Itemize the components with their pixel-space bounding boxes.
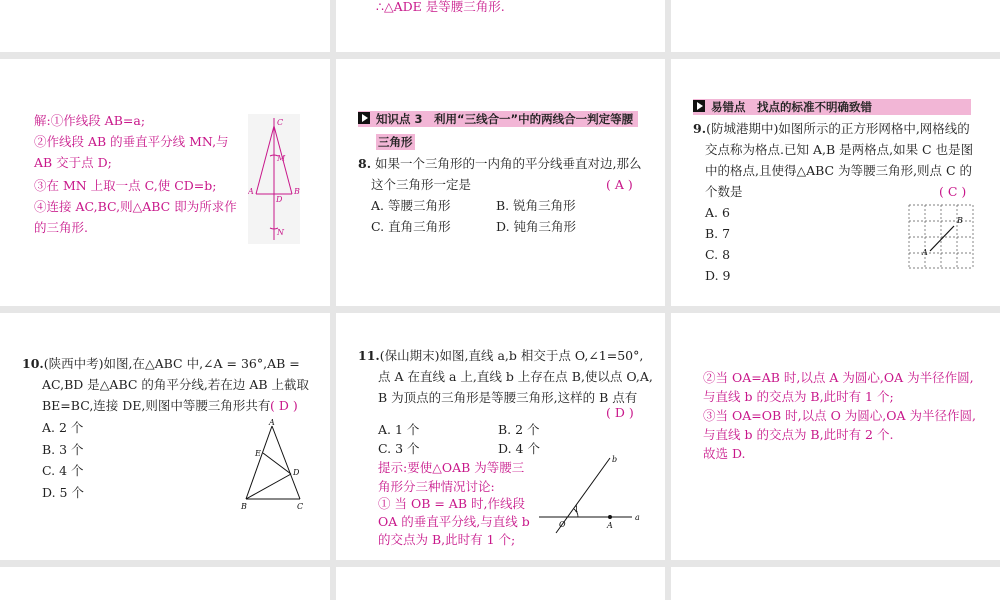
q11-option-c: C. 3 个 bbox=[378, 441, 420, 456]
card-question-9 bbox=[671, 59, 1000, 306]
label-a: A bbox=[248, 187, 254, 196]
label-o: O bbox=[559, 520, 566, 529]
q11-option-b: B. 2 个 bbox=[498, 422, 540, 437]
q10-number: 10. bbox=[22, 356, 44, 371]
square-grid-figure bbox=[908, 204, 976, 270]
label-a: A bbox=[269, 418, 275, 427]
triangle-abc-figure bbox=[238, 416, 308, 511]
q11-text-3: B 为顶点的三角形是等腰三角形,这样的 B 点有 bbox=[378, 390, 638, 405]
q8-option-b: B. 锐角三角形 bbox=[496, 198, 576, 213]
play-triangle-icon bbox=[358, 112, 370, 124]
label-a: A bbox=[607, 521, 613, 530]
solution-cont-line-1: ②当 OA=AB 时,以点 A 为圆心,OA 为半径作圆, bbox=[703, 370, 974, 385]
q11-answer: ( D ) bbox=[606, 405, 634, 420]
q8-option-c: C. 直角三角形 bbox=[371, 219, 451, 234]
label-m: M bbox=[277, 154, 286, 163]
q9-text-4: 个数是 bbox=[705, 184, 743, 199]
q9-answer: ( C ) bbox=[939, 184, 967, 199]
q9-text-3: 中的格点,且使得△ABC 为等腰三角形,则点 C 的 bbox=[705, 163, 973, 178]
q8-answer: ( A ) bbox=[606, 177, 633, 192]
q11-line-1 bbox=[358, 345, 643, 366]
solution-line-3: AB 交于点 D; bbox=[34, 155, 112, 170]
solution-line-6: 的三角形. bbox=[34, 220, 88, 235]
card-bottom-middle bbox=[336, 567, 665, 600]
card-bottom-left bbox=[0, 567, 330, 600]
q10-line-1 bbox=[22, 353, 300, 374]
q10-option-a: A. 2 个 bbox=[42, 420, 84, 435]
solution-line-2: ②作线段 AB 的垂直平分线 MN,与 bbox=[34, 134, 229, 149]
card-top-right bbox=[671, 0, 1000, 52]
label-b: b bbox=[612, 455, 618, 464]
card-top-middle bbox=[336, 0, 665, 52]
q11-option-a: A. 1 个 bbox=[378, 422, 420, 437]
label-c: C bbox=[297, 502, 304, 511]
solution-line-1: 解:①作线段 AB=a; bbox=[34, 113, 146, 128]
play-triangle-icon bbox=[693, 100, 705, 112]
q8-line-1 bbox=[358, 153, 642, 174]
q10-text-3: BE=BC,连接 DE,则图中等腰三角形共有 bbox=[42, 398, 271, 413]
solution-cont-line-3: ③当 OA=OB 时,以点 O 为圆心,OA 为半径作圆, bbox=[703, 408, 976, 423]
q10-answer: ( D ) bbox=[270, 398, 298, 413]
card-bottom-right bbox=[671, 567, 1000, 600]
q11-hint-1: 提示:要使△OAB 为等腰三 bbox=[378, 460, 525, 475]
q10-option-c: C. 4 个 bbox=[42, 463, 84, 478]
bisector-bd bbox=[246, 474, 291, 499]
q9-number: 9. bbox=[693, 121, 707, 136]
knowledge-point-title: 知识点 3 利用“三线合一”中的两线合一判定等腰 bbox=[376, 112, 634, 126]
q11-hint-2: 角形分三种情况讨论: bbox=[378, 479, 495, 494]
label-b: B bbox=[241, 502, 247, 511]
card-top-left bbox=[0, 0, 330, 52]
solution-cont-line-4: 与直线 b 的交点为 B,此时有 2 个. bbox=[703, 427, 894, 442]
q8-option-a: A. 等腰三角形 bbox=[371, 198, 451, 213]
grid-lines bbox=[909, 205, 973, 268]
q8-text-2: 这个三角形一定是 bbox=[371, 177, 472, 192]
q8-option-d: D. 钝角三角形 bbox=[496, 219, 577, 234]
card-question-10 bbox=[0, 313, 330, 560]
q10-text-2: AC,BD 是△ABC 的角平分线,若在边 AB 上截取 bbox=[42, 377, 310, 392]
error-point-header bbox=[693, 99, 971, 115]
card-solution-continued bbox=[671, 313, 1000, 560]
label-d: D bbox=[276, 195, 283, 204]
q11-hint-5: 的交点为 B,此时有 1 个; bbox=[378, 532, 516, 547]
q9-option-a: A. 6 bbox=[705, 205, 730, 220]
q10-option-d: D. 5 个 bbox=[42, 485, 84, 500]
q9-option-d: D. 9 bbox=[705, 268, 731, 283]
q11-option-d: D. 4 个 bbox=[498, 441, 540, 456]
q8-text-1: 如果一个三角形的一内角的平分线垂直对边,那么 bbox=[375, 156, 642, 171]
label-line-a: a bbox=[635, 513, 640, 522]
q10-option-b: B. 3 个 bbox=[42, 442, 84, 457]
solution-cont-line-2: 与直线 b 的交点为 B,此时有 1 个; bbox=[703, 389, 894, 404]
isosceles-construction-figure bbox=[248, 114, 300, 244]
solution-line-5: ④连接 AC,BC,则△ABC 即为所求作 bbox=[34, 199, 237, 214]
label-d: D bbox=[293, 468, 300, 477]
solution-cont-line-5: 故选 D. bbox=[703, 446, 746, 461]
q9-option-b: B. 7 bbox=[705, 226, 731, 241]
label-b: B bbox=[957, 216, 963, 225]
knowledge-point-header-continued bbox=[376, 134, 415, 150]
q11-text-1: (保山期末)如图,直线 a,b 相交于点 O,∠1=50°, bbox=[379, 348, 644, 363]
q8-number: 8. bbox=[358, 156, 372, 171]
label-c: C bbox=[277, 118, 284, 127]
q9-option-c: C. 8 bbox=[705, 247, 731, 262]
q9-line-1 bbox=[693, 118, 970, 139]
knowledge-point-header bbox=[358, 111, 638, 127]
label-a: A bbox=[922, 248, 928, 257]
label-b: B bbox=[294, 187, 300, 196]
q11-hint-4: OA 的垂直平分线,与直线 b bbox=[378, 514, 530, 529]
label-e: E bbox=[255, 449, 261, 458]
knowledge-point-title-2: 三角形 bbox=[378, 135, 413, 149]
intersecting-lines-figure bbox=[534, 450, 644, 535]
card-question-8 bbox=[336, 59, 665, 306]
q11-number: 11. bbox=[358, 348, 380, 363]
q9-text-2: 交点称为格点.已知 A,B 是两格点,如果 C 也是图 bbox=[705, 142, 974, 157]
label-angle-1: 1 bbox=[574, 505, 580, 514]
side-ab bbox=[246, 426, 272, 499]
solution-line-4: ③在 MN 上取一点 C,使 CD=b; bbox=[34, 178, 217, 193]
card-question-11 bbox=[336, 313, 665, 560]
segment-ab bbox=[930, 226, 954, 251]
card-construction-solution bbox=[0, 59, 330, 306]
conclusion-text: ∴△ADE 是等腰三角形. bbox=[376, 0, 505, 14]
label-n: N bbox=[277, 228, 284, 237]
q9-text-1: (防城港期中)如图所示的正方形网格中,网格线的 bbox=[706, 121, 970, 136]
error-point-title: 易错点 找点的标准不明确致错 bbox=[711, 100, 872, 114]
q11-text-2: 点 A 在直线 a 上,直线 b 上存在点 B,使以点 O,A, bbox=[378, 369, 653, 384]
q11-hint-3: ① 当 OB = AB 时,作线段 bbox=[378, 496, 525, 511]
point-a-dot bbox=[608, 515, 612, 519]
q10-text-1: (陕西中考)如图,在△ABC 中,∠A = 36°,AB = bbox=[43, 356, 300, 371]
